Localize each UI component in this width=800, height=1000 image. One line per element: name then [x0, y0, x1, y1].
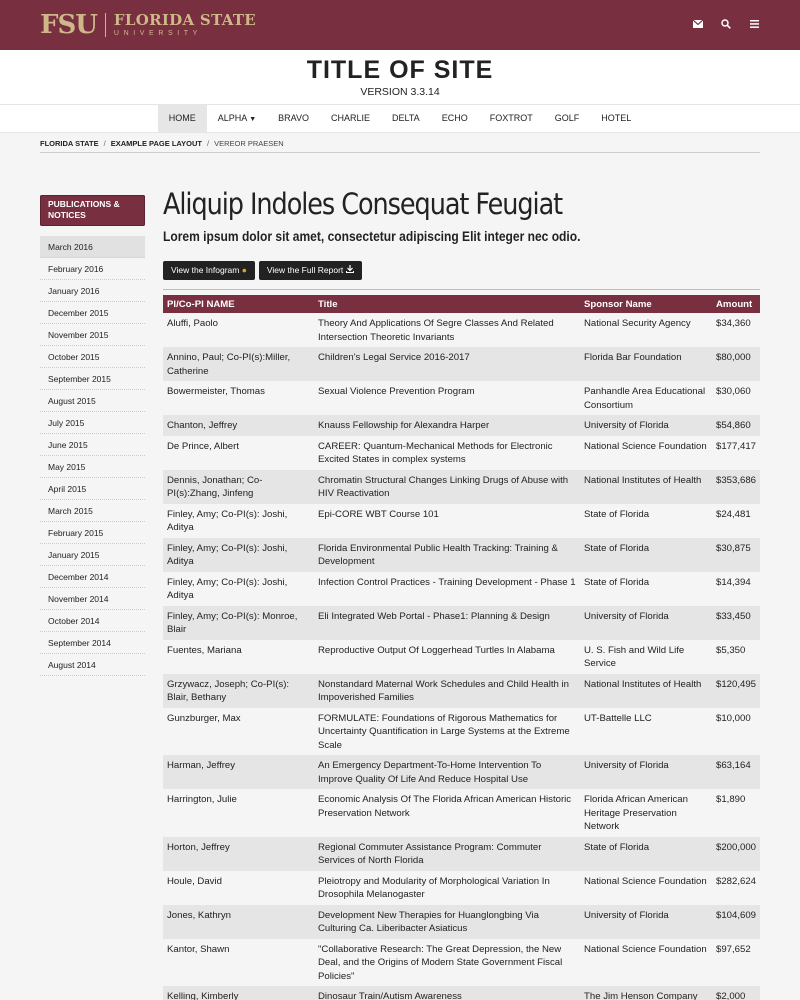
table-row: [163, 986, 760, 1000]
breadcrumb-current: VEREOR PRAESEN: [214, 138, 284, 148]
sponsor-cell: National Science Foundation: [580, 436, 712, 470]
breadcrumb-item-florida-state[interactable]: FLORIDA STATE: [40, 138, 99, 148]
amount-cell: $80,000: [712, 347, 760, 381]
sidebar-item-august-2015[interactable]: August 2015: [40, 390, 145, 412]
title-cell: Pleiotropy and Modularity of Morphological Variation In Drosophila Melanogaster: [314, 871, 580, 905]
page-lead: Lorem ipsum dolor sit amet, consectetur adipiscing Elit integer nec odio.: [163, 228, 581, 244]
nav-item-label: BRAVO: [278, 113, 309, 123]
nav-item-charlie[interactable]: [320, 105, 381, 132]
table-row: [163, 504, 760, 538]
pi-name-cell: Gunzburger, Max: [163, 708, 314, 756]
amount-cell: $177,417: [712, 436, 760, 470]
caret-down-icon: ▼: [247, 116, 257, 123]
sidebar-item-january-2016[interactable]: January 2016: [40, 280, 145, 302]
pi-name-cell: Fuentes, Mariana: [163, 640, 314, 674]
table-row: [163, 837, 760, 871]
title-cell: Knauss Fellowship for Alexandra Harper: [314, 415, 580, 436]
table-row: [163, 381, 760, 415]
sidebar-item-june-2015[interactable]: June 2015: [40, 434, 145, 456]
table-row: [163, 640, 760, 674]
site-title[interactable]: TITLE OF SITE: [306, 56, 494, 84]
grants-table: [163, 295, 760, 1000]
title-cell: Nonstandard Maternal Work Schedules and Child Health in Impoverished Families: [314, 674, 580, 708]
logo-subtitle: UNIVERSITY: [113, 30, 202, 37]
pi-name-cell: Harman, Jeffrey: [163, 755, 314, 789]
title-cell: Chromatin Structural Changes Linking Drugs of Abuse with HIV Reactivation: [314, 470, 580, 504]
sidebar-item-october-2014[interactable]: October 2014: [40, 610, 145, 632]
fsu-logo[interactable]: [40, 10, 256, 40]
pi-name-cell: Grzywacz, Joseph; Co-PI(s): Blair, Bethany: [163, 674, 314, 708]
nav-item-hotel[interactable]: [590, 105, 642, 132]
title-cell: Regional Commuter Assistance Program: Commuter Services of North Florida: [314, 837, 580, 871]
amount-cell: $63,164: [712, 755, 760, 789]
logo-text: [114, 13, 256, 37]
divider: [163, 289, 760, 290]
amount-cell: $54,860: [712, 415, 760, 436]
title-cell: FORMULATE: Foundations of Rigorous Mathematics for Uncertainty Quantification in Large Systems at the Extreme Scale: [314, 708, 580, 756]
top-bar: [0, 0, 800, 50]
logo-name: FLORIDA STATE: [113, 11, 257, 29]
title-cell: Reproductive Output Of Loggerhead Turtles In Alabama: [314, 640, 580, 674]
amount-cell: $282,624: [712, 871, 760, 905]
sponsor-cell: National Security Agency: [580, 313, 712, 347]
amount-cell: $97,652: [712, 939, 760, 987]
table-row: [163, 313, 760, 347]
table-row: [163, 606, 760, 640]
sponsor-cell: University of Florida: [580, 905, 712, 939]
sponsor-cell: University of Florida: [580, 755, 712, 789]
table-row: [163, 674, 760, 708]
breadcrumb-separator: /: [103, 138, 106, 148]
amount-cell: $200,000: [712, 837, 760, 871]
amount-cell: $10,000: [712, 708, 760, 756]
nav-item-label: GOLF: [554, 113, 580, 123]
view-full-report-label: View the Full Report: [266, 265, 344, 275]
sponsor-cell: State of Florida: [580, 837, 712, 871]
title-cell: An Emergency Department-To-Home Intervention To Improve Quality Of Life And Reduce Hospital Use: [314, 755, 580, 789]
header-title[interactable]: Title: [314, 295, 580, 313]
pi-name-cell: Kelling, Kimberly: [163, 986, 314, 1000]
sponsor-cell: State of Florida: [580, 572, 712, 606]
amount-cell: $33,450: [712, 606, 760, 640]
amount-cell: $2,000: [712, 986, 760, 1000]
envelope-icon[interactable]: [692, 19, 704, 32]
table-row: [163, 436, 760, 470]
sponsor-cell: UT-Battelle LLC: [580, 708, 712, 756]
pi-name-cell: Annino, Paul; Co-PI(s):Miller, Catherine: [163, 347, 314, 381]
title-cell: Eli Integrated Web Portal - Phase1: Planning & Design: [314, 606, 580, 640]
sponsor-cell: State of Florida: [580, 538, 712, 572]
nav-item-bravo[interactable]: [267, 105, 320, 132]
site-title-block: [0, 50, 800, 104]
table-row: [163, 905, 760, 939]
sponsor-cell: Panhandle Area Educational Consortium: [580, 381, 712, 415]
sidebar-item-february-2015[interactable]: February 2015: [40, 522, 145, 544]
pi-name-cell: Harrington, Julie: [163, 789, 314, 837]
pi-name-cell: Dennis, Jonathan; Co-PI(s):Zhang, Jinfeng: [163, 470, 314, 504]
amount-cell: $104,609: [712, 905, 760, 939]
sidebar-item-december-2014[interactable]: December 2014: [40, 566, 145, 588]
nav-item-alpha[interactable]: [207, 105, 267, 132]
search-icon[interactable]: [720, 19, 732, 32]
table-body: [163, 313, 760, 1000]
pi-name-cell: Bowermeister, Thomas: [163, 381, 314, 415]
view-infogram-label: View the Infogram: [171, 265, 240, 275]
sponsor-cell: National Institutes of Health: [580, 470, 712, 504]
page-title: Aliquip Indoles Consequat Feugiat: [163, 187, 563, 221]
sidebar-item-july-2015[interactable]: July 2015: [40, 412, 145, 434]
menu-icon[interactable]: [748, 19, 760, 32]
sponsor-cell: Florida Bar Foundation: [580, 347, 712, 381]
nav-item-label: HOTEL: [601, 113, 632, 123]
header-pi-name[interactable]: PI/Co-PI NAME: [163, 295, 314, 313]
table-row: [163, 572, 760, 606]
title-cell: "Collaborative Research: The Great Depression, the New Deal, and the Origins of Modern State Government Fiscal Policies": [314, 939, 580, 987]
sidebar-item-november-2014[interactable]: November 2014: [40, 588, 145, 610]
button-row: [163, 261, 760, 280]
title-cell: Children's Legal Service 2016-2017: [314, 347, 580, 381]
nav-item-label: ALPHA: [217, 113, 248, 123]
header-amount[interactable]: Amount: [712, 295, 760, 313]
nav-item-label: ECHO: [441, 113, 468, 123]
view-infogram-button[interactable]: [163, 261, 255, 280]
main-area: [40, 153, 760, 1000]
table-row: [163, 347, 760, 381]
title-cell: Florida Environmental Public Health Tracking: Training & Development: [314, 538, 580, 572]
nav-item-label: DELTA: [392, 113, 420, 123]
sidebar-list: [40, 236, 145, 676]
sponsor-cell: National Science Foundation: [580, 871, 712, 905]
pi-name-cell: Aluffi, Paolo: [163, 313, 314, 347]
title-cell: Epi-CORE WBT Course 101: [314, 504, 580, 538]
pi-name-cell: De Prince, Albert: [163, 436, 314, 470]
view-full-report-button[interactable]: [259, 261, 362, 280]
nav-item-label: FOXTROT: [489, 113, 533, 123]
table-row: [163, 470, 760, 504]
sidebar-item-november-2015[interactable]: November 2015: [40, 324, 145, 346]
sidebar-item-march-2016[interactable]: March 2016: [40, 236, 145, 258]
table-row: [163, 415, 760, 436]
table-row: [163, 789, 760, 837]
nav-item-delta[interactable]: [381, 105, 431, 132]
nav-item-home[interactable]: [158, 105, 207, 132]
nav-item-echo[interactable]: [431, 105, 479, 132]
title-cell: CAREER: Quantum-Mechanical Methods for Electronic Excited States in complex systems: [314, 436, 580, 470]
sidebar-item-october-2015[interactable]: October 2015: [40, 346, 145, 368]
sponsor-cell: University of Florida: [580, 606, 712, 640]
nav-item-label: HOME: [168, 113, 196, 123]
pi-name-cell: Finley, Amy; Co-PI(s): Joshi, Aditya: [163, 572, 314, 606]
pi-name-cell: Finley, Amy; Co-PI(s): Joshi, Aditya: [163, 504, 314, 538]
title-cell: Development New Therapies for Huanglongbing Via Culturing Ca. Liberibacter Asiaticus: [314, 905, 580, 939]
amount-cell: $120,495: [712, 674, 760, 708]
sidebar-item-august-2014[interactable]: August 2014: [40, 654, 145, 676]
title-cell: Infection Control Practices - Training Development - Phase 1: [314, 572, 580, 606]
amount-cell: $14,394: [712, 572, 760, 606]
nav-item-golf[interactable]: [544, 105, 591, 132]
sidebar-item-april-2015[interactable]: April 2015: [40, 478, 145, 500]
sidebar-item-february-2016[interactable]: February 2016: [40, 258, 145, 280]
breadcrumb-item-example-page-layout[interactable]: EXAMPLE PAGE LAYOUT: [110, 138, 202, 148]
amount-cell: $1,890: [712, 789, 760, 837]
title-cell: Sexual Violence Prevention Program: [314, 381, 580, 415]
title-cell: Dinosaur Train/Autism Awareness: [314, 986, 580, 1000]
sidebar: [40, 195, 145, 1000]
amount-cell: $5,350: [712, 640, 760, 674]
amount-cell: $24,481: [712, 504, 760, 538]
sponsor-cell: National Institutes of Health: [580, 674, 712, 708]
nav-item-foxtrot[interactable]: [479, 105, 544, 132]
pi-name-cell: Chanton, Jeffrey: [163, 415, 314, 436]
logo-mark: FSU: [40, 10, 97, 40]
sponsor-cell: National Science Foundation: [580, 939, 712, 987]
table-row: [163, 538, 760, 572]
sponsor-cell: State of Florida: [580, 504, 712, 538]
amount-cell: $34,360: [712, 313, 760, 347]
sidebar-item-january-2015[interactable]: January 2015: [40, 544, 145, 566]
pi-name-cell: Houle, David: [163, 871, 314, 905]
sponsor-cell: The Jim Henson Company: [580, 986, 712, 1000]
pi-name-cell: Finley, Amy; Co-PI(s): Monroe, Blair: [163, 606, 314, 640]
title-cell: Theory And Applications Of Segre Classes And Related Intersection Theoretic Invariants: [314, 313, 580, 347]
infogram-icon: ●: [241, 265, 247, 275]
sidebar-item-may-2015[interactable]: May 2015: [40, 456, 145, 478]
pi-name-cell: Horton, Jeffrey: [163, 837, 314, 871]
sponsor-cell: Florida African American Heritage Preservation Network: [580, 789, 712, 837]
amount-cell: $30,060: [712, 381, 760, 415]
sponsor-cell: U. S. Fish and Wild Life Service: [580, 640, 712, 674]
sidebar-item-december-2015[interactable]: December 2015: [40, 302, 145, 324]
title-cell: Economic Analysis Of The Florida African American Historic Preservation Network: [314, 789, 580, 837]
logo-divider: [105, 13, 106, 37]
table-row: [163, 871, 760, 905]
sidebar-item-september-2014[interactable]: September 2014: [40, 632, 145, 654]
pi-name-cell: Kantor, Shawn: [163, 939, 314, 987]
table-row: [163, 708, 760, 756]
top-icons: [692, 19, 760, 32]
site-version: VERSION 3.3.14: [360, 86, 440, 98]
table-header-row: [163, 295, 760, 313]
amount-cell: $353,686: [712, 470, 760, 504]
header-sponsor[interactable]: Sponsor Name: [580, 295, 712, 313]
sidebar-item-september-2015[interactable]: September 2015: [40, 368, 145, 390]
table-row: [163, 755, 760, 789]
content: [163, 187, 760, 1000]
breadcrumb: [40, 133, 760, 153]
table-row: [163, 939, 760, 987]
amount-cell: $30,875: [712, 538, 760, 572]
sidebar-item-march-2015[interactable]: March 2015: [40, 500, 145, 522]
main-nav: [0, 104, 800, 133]
breadcrumb-separator: /: [206, 138, 210, 148]
download-icon: [346, 265, 354, 275]
sponsor-cell: University of Florida: [580, 415, 712, 436]
sidebar-heading[interactable]: PUBLICATIONS & NOTICES: [40, 195, 145, 226]
nav-item-label: CHARLIE: [330, 113, 370, 123]
pi-name-cell: Finley, Amy; Co-PI(s): Joshi, Aditya: [163, 538, 314, 572]
pi-name-cell: Jones, Kathryn: [163, 905, 314, 939]
